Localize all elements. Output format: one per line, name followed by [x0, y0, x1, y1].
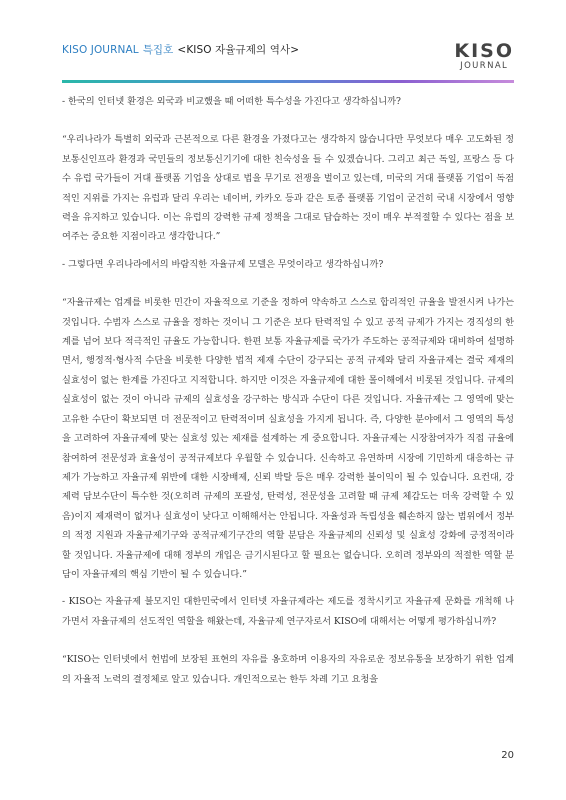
kiso-journal-logo	[454, 42, 514, 71]
issue-subtitle: <KISO 자율규제의 역사>	[177, 44, 300, 56]
logo-subtext: JOURNAL	[460, 61, 509, 71]
question-2: - 그렇다면 우리나라에서의 바람직한 자율규제 모델은 무엇이라고 생각하십니까?	[62, 258, 384, 270]
answer-2: “자율규제는 업계를 비롯한 민간이 자율적으로 기준을 정하여 약속하고 스스로 합리적인 규율을 발전시켜 나가는 것입니다. 수범자 스스로 규율을 정하는 것이니 그 기준은 보다 탄력적일 수 있고 공적 규제가 가지는 경직성의 한계를 넘어 보다 적극적인 규율도 가능합니다. 한편 보통 자율규제를 국가가 주도하는 공적규제와 대비하여 설명하면서, 행정적·형사적 수단을 비롯한 다양한 법적 제재 수단이 강구되는 공적 규제와 달리 자율규제는 결국 제재의 실효성이 없는 한계를 가진다고 지적합니다. 하지만 이것은 자율규제에 대한 몰이해에서 비롯된 것입니다. 규제의 실효성이 없는 것이 아니라 규제의 실효성을 강구하는 방식과 수단이 다른 것입니다. 자율규제는 그 영역에 맞는 고유한 수단이 확보되면 더 전문적이고 탄력적이며 실효성을 가지게 됩니다. 즉, 다양한 분야에서 그 영역의 특성을 고려하여 자율규제에 맞는 실효성 있는 제재를 설계하는 게 중요합니다. 자율규제는 시장참여자가 직접 규율에 참여하여 전문성과 효율성이 공적규제보다 우월할 수 있습니다. 신속하고 유연하며 시장에 기민하게 대응하는 규제가 가능하고 자율규제 위반에 대한 시장배제, 신뢰 박탈 등은 매우 강력한 불이익이 될 수 있습니다. 요컨대, 강제력 담보수단이 특수한 것(오히려 규제의 포괄성, 탄력성, 전문성을 고려할 때 규제 체감도는 더욱 강력할 수 있음)이지 제재력이 없거나 실효성이 낮다고 이해해서는 안됩니다. 자율성과 독립성을 훼손하지 않는 범위에서 정부의 적정 지원과 자율규제기구와 공적규제기구간의 역할 분담은 자율규제의 신뢰성 및 실효성 강화에 긍정적이라 할 것입니다. 자율규제에 대해 정부의 개입은 금기시된다고 할 필요는 없습니다. 오히려 정부와의 적절한 역할 분담이 자율규제의 핵심 기반이 될 수 있습니다.”	[62, 297, 514, 580]
header-divider	[62, 80, 514, 83]
logo-wordmark: KISO	[454, 40, 514, 62]
page-header	[62, 40, 514, 76]
special-issue-label: 특집호	[142, 44, 174, 56]
answer-1: “우리나라가 특별히 외국과 근본적으로 다른 환경을 가졌다고는 생각하지 않습니다만 무엇보다 매우 고도화된 정보통신인프라 환경과 국민들의 정보통신기기에 대한 친숙성을 들 수 있겠습니다. 그리고 최근 독일, 프랑스 등 다수 유럽 국가들이 거대 플랫폼 기업을 상대로 법을 무기로 전쟁을 벌이고 있는데, 미국의 거대 플랫폼 기업이 독점적인 지위를 가지는 유럽과 달리 우리는 네이버, 카카오 등과 같은 토종 플랫폼 기업이 굳건히 국내 시장에서 영향력을 유지하고 있습니다. 이는 유럽의 강력한 규제 정책을 그대로 답습하는 것이 매우 부적절할 수 있다는 점을 보여주는 중요한 지점이라고 생각합니다.”	[62, 134, 514, 243]
question-1: - 한국의 인터넷 환경은 외국과 비교했을 때 어떠한 특수성을 가진다고 생각하십니까?	[62, 96, 401, 107]
page-number: 20	[501, 750, 514, 761]
article-body	[62, 92, 514, 689]
running-title	[62, 42, 299, 57]
answer-3: “KISO는 인터넷에서 헌법에 보장된 표현의 자유를 옹호하며 이용자의 자유로운 정보유통을 보장하기 위한 업계의 자율적 노력의 결정체로 알고 있습니다. 개인적으로는 한두 차례 기고 요청을	[62, 654, 514, 685]
question-3: - KISO는 자율규제 불모지인 대한민국에서 인터넷 자율규제라는 제도를 정착시키고 자율규제 문화를 개척해 나가면서 자율규제의 선도적인 역할을 해왔는데, 자율규제 연구자로서 KISO에 대해서는 어떻게 평가하십니까?	[62, 596, 514, 627]
journal-brand: KISO JOURNAL	[62, 44, 139, 56]
